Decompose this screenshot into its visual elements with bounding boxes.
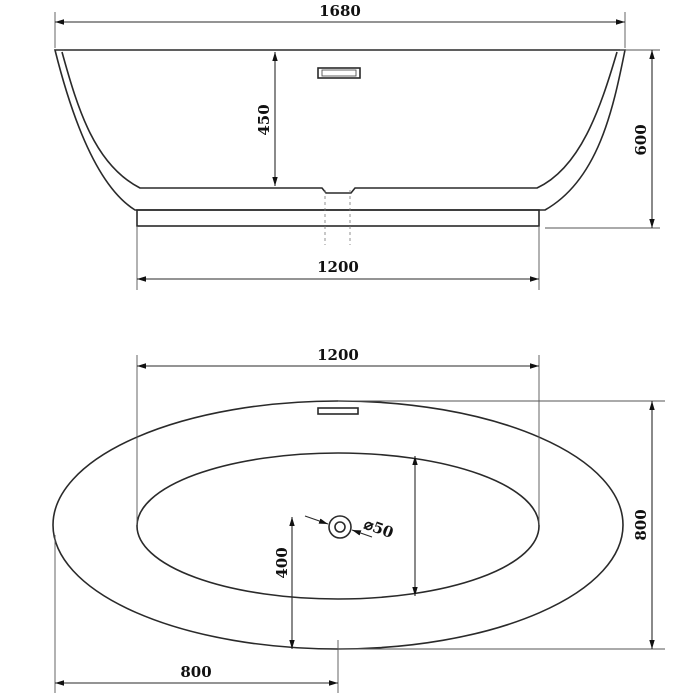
drain-inner	[335, 522, 345, 532]
drain-leader-left	[305, 516, 328, 524]
dim-1680-label: 1680	[319, 2, 361, 20]
side-view	[55, 2, 660, 290]
dim-400-label: 400	[273, 547, 291, 579]
tub-outer-rim	[53, 401, 623, 649]
dim-800-length-label: 800	[180, 663, 212, 681]
tub-inner-wall	[62, 52, 617, 193]
dim-800-width-label: 800	[632, 509, 650, 541]
drain-outer	[329, 516, 351, 538]
overflow-fitting	[318, 68, 360, 78]
dim-1200-top-label: 1200	[317, 346, 359, 364]
overflow-fitting-top	[318, 408, 358, 414]
tub-base-plinth	[137, 210, 539, 226]
tub-inner-basin	[137, 453, 539, 599]
overflow-slot	[322, 70, 356, 76]
dim-450-label: 450	[255, 104, 273, 136]
dim-1200-base-label: 1200	[317, 258, 359, 276]
dim-600-label: 600	[632, 124, 650, 156]
top-view	[53, 346, 665, 693]
drain-diameter-label: ⌀50	[361, 514, 396, 542]
